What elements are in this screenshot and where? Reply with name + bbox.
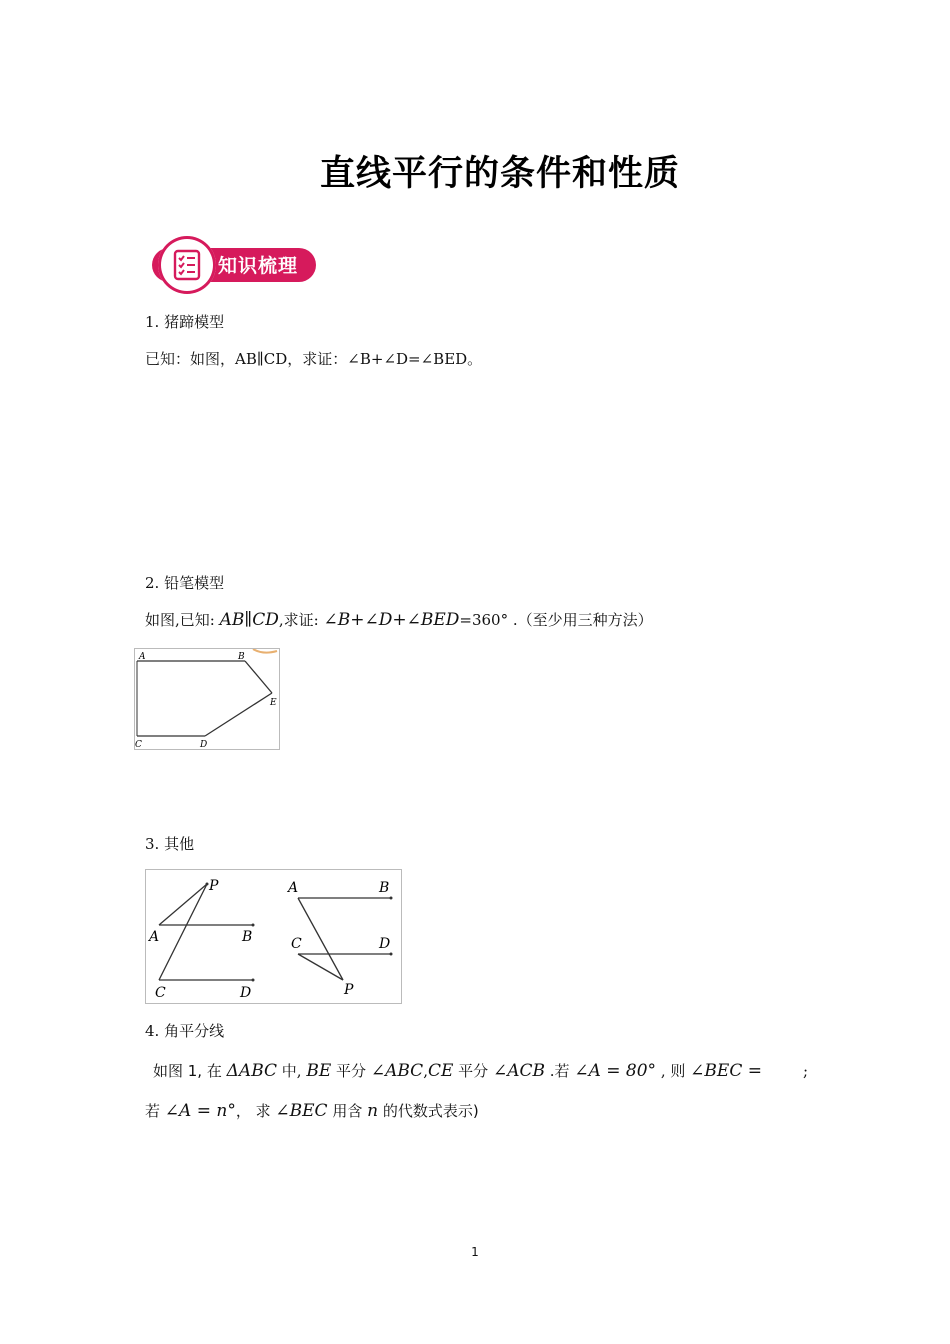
- fig2-label-C: C: [291, 936, 302, 952]
- text-mid: ,求证:: [278, 611, 319, 629]
- page-title: 直线平行的条件和性质: [319, 154, 680, 194]
- section-badge: [146, 236, 316, 294]
- label-B: B: [238, 652, 245, 662]
- section-2-heading: 2. 铅笔模型: [145, 574, 225, 592]
- expr-equals: =360°: [459, 611, 509, 629]
- label-D: D: [200, 740, 208, 749]
- fig1-label-A: A: [149, 929, 160, 945]
- expr-parallel: AB∥CD: [219, 610, 279, 630]
- checklist-icon: [158, 236, 216, 294]
- badge-label: 知识梳理: [218, 255, 299, 277]
- expr-angles: ∠B+∠D+∠BED: [323, 610, 460, 630]
- section-1-heading: 1. 猪蹄模型: [145, 313, 225, 331]
- fig1-label-P: P: [209, 878, 219, 894]
- page-number: 1: [471, 1245, 479, 1259]
- section-4-heading: 4. 角平分线: [145, 1022, 225, 1040]
- fig2-label-A: A: [288, 880, 299, 896]
- fig2-label-P: P: [344, 982, 354, 998]
- label-A: A: [139, 652, 146, 662]
- fig2-label-B: B: [379, 880, 390, 896]
- fig2-label-D: D: [379, 936, 391, 952]
- section-1-text: 已知：如图，AB∥CD，求证：∠B+∠D=∠BED。: [145, 350, 483, 368]
- fig1-label-C: C: [155, 985, 166, 1001]
- label-E: E: [270, 698, 277, 708]
- section-4-line-2: 若 ∠A = n°， 求 ∠BEC 用含 n 的代数式表示): [145, 1101, 479, 1121]
- figure-other-models: [145, 869, 402, 1004]
- fig1-label-B: B: [242, 929, 253, 945]
- figure-pencil-model: [134, 648, 280, 750]
- section-4-line-1: 如图 1, 在 ΔABC 中, BE 平分 ∠ABC,CE 平分 ∠ACB .若 ∠A = 80° , 则 ∠BEC = ;: [153, 1061, 809, 1081]
- fig1-label-D: D: [240, 985, 252, 1001]
- label-C: C: [135, 740, 142, 749]
- section-3-heading: 3. 其他: [145, 835, 195, 853]
- text-prefix: 如图,已知:: [145, 611, 215, 629]
- section-2-text: [145, 610, 653, 630]
- text-suffix: .（至少用三种方法）: [512, 611, 653, 629]
